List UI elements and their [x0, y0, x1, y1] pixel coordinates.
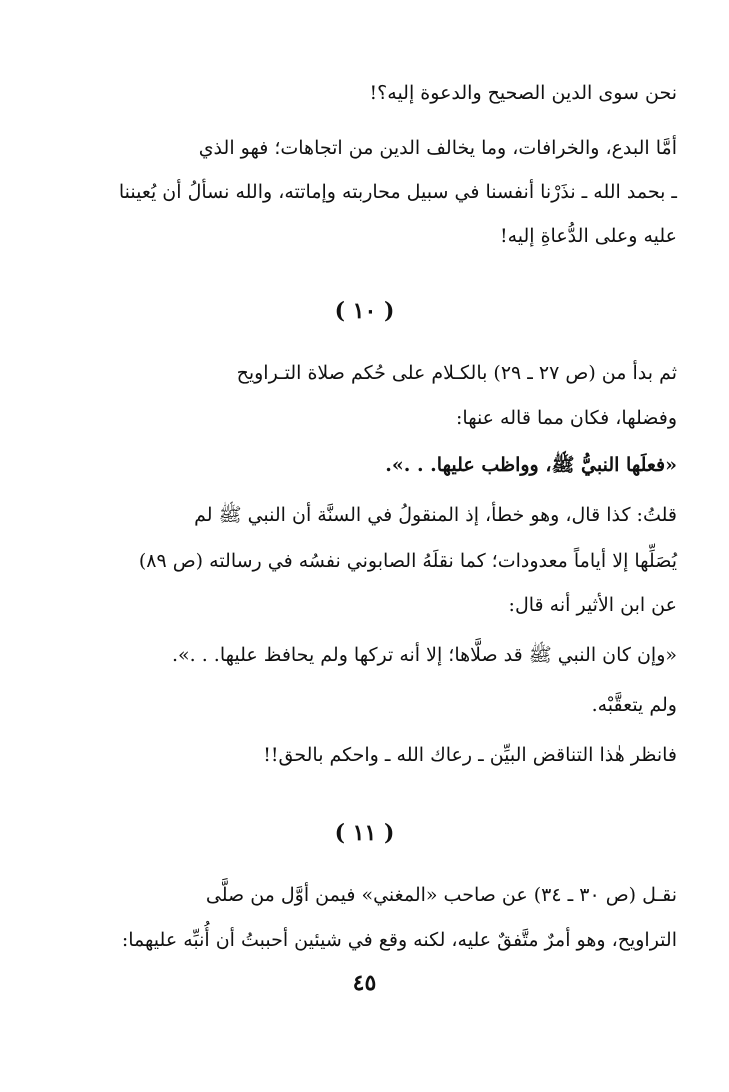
paragraph-2-line-1: أمَّا البدع، والخرافات، وما يخالف الدين من اتجاهات؛ فهو الذي: [198, 137, 677, 159]
paragraph-4-line-2: يُصَلِّها إلا أياماً معدودات؛ كما نقلَهُ الصابوني نفسُه في رسالته (ص ٨٩): [138, 550, 677, 572]
paragraph-6: فانظر هٰذا التناقض البيِّن ـ رعاك الله ـ واحكم بالحق!!: [263, 744, 677, 766]
section-number-11: ( ١١ ): [334, 820, 395, 846]
paragraph-2-line-3: عليه وعلى الدُّعاةِ إليه!: [499, 225, 677, 247]
paragraph-4-line-3: عن ابن الأثير أنه قال:: [508, 594, 677, 616]
quote-1: «فعلَها النبيُّ ﷺ، وواظب عليها. . .».: [385, 454, 677, 476]
paragraph-2-line-2: ـ بحمد الله ـ نذَرْنا أنفسنا في سبيل محاربته وإماتته، والله نسألُ أن يُعيننا: [118, 181, 677, 203]
paragraph-1-line-1: نحن سوى الدين الصحيح والدعوة إليه؟!: [369, 82, 677, 104]
paragraph-3-line-1: ثم بدأ من (ص ٢٧ ـ ٢٩) بالكـلام على حُكم صلاة التـراويح: [236, 362, 677, 384]
paragraph-3-line-2: وفضلها، فكان مما قاله عنها:: [456, 407, 677, 429]
paragraph-7-line-2: التراويح، وهو أمرٌ متَّفقٌ عليه، لكنه وقع في شيئين أحببتُ أن أُنبِّه عليهما:: [121, 929, 677, 951]
quote-2: «وإن كان النبي ﷺ قد صلَّاها؛ إلا أنه تركها ولم يحافظ عليها. . .».: [171, 644, 677, 666]
page-number: ٤٥: [352, 970, 377, 996]
section-number-10: ( ١٠ ): [334, 298, 395, 324]
paragraph-5: ولم يتعقَّبْه.: [591, 694, 677, 716]
paragraph-7-line-1: نقـل (ص ٣٠ ـ ٣٤) عن صاحب «المغني» فيمن أوَّل من صلَّى: [205, 884, 677, 906]
paragraph-4-line-1: قلتُ: كذا قال، وهو خطأ، إذ المنقولُ في السنَّة أن النبي ﷺ لم: [194, 504, 677, 526]
